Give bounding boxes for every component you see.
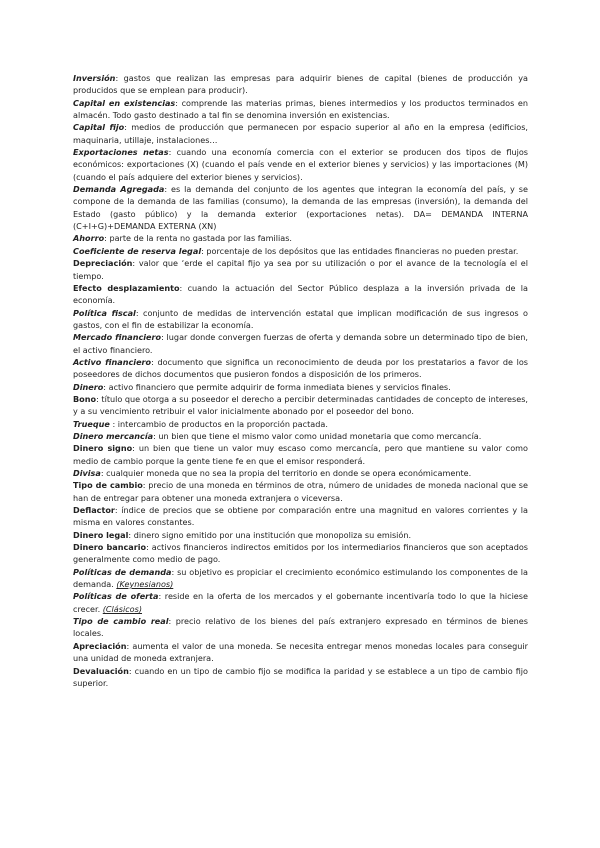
glossary-definition: cuando la actuación del Sector Público desplaza a la inversión privada de la economía. [73, 282, 529, 306]
glossary-reference: (Keynesianos) [116, 579, 174, 590]
glossary-entry [73, 72, 528, 97]
glossary-separator: : [103, 381, 107, 392]
glossary-definition: porcentaje de los depósitos que las entidades financieras no pueden prestar. [203, 245, 519, 256]
glossary-entry [73, 257, 528, 282]
glossary-term: Demanda Agregada [73, 184, 165, 195]
glossary-definition: precio de una moneda en términos de otra, número de unidades de moneda nacional que se han de entregar para obtener una moneda extranjera o viceversa. [73, 480, 529, 503]
glossary-definition: índice de precios que se obtiene por comparación entre una magnitud en valores corrientes y la misma en valores constantes. [73, 505, 528, 528]
glossary-term: Tipo de cambio real [73, 616, 169, 627]
glossary-term: Trueque [73, 418, 110, 429]
glossary-entry [73, 541, 528, 566]
glossary-entry [73, 282, 528, 307]
glossary-definition: cuando en un tipo de cambio fijo se modifica la paridad y se establece a un tipo de cambio fijo superior. [73, 665, 528, 688]
glossary-separator: : [161, 332, 164, 343]
glossary-separator: : [171, 566, 175, 577]
glossary-separator: : [128, 665, 132, 676]
glossary-separator: : [142, 480, 146, 491]
glossary-definition: activos financieros indirectos emitidos por los intermediarios financieros que son aceptados generalmente como medio de pago. [73, 542, 529, 565]
glossary-definition: parte de la renta no gastada por las familias. [106, 233, 292, 244]
glossary-definition: valor que ‘erde el capital fijo ya sea por su utilización o por el avance de la tecnología el el tiempo. [73, 258, 528, 281]
glossary-term: Dinero signo [73, 443, 133, 454]
glossary-term: Políticas de demanda [73, 566, 172, 577]
glossary-separator: : [114, 505, 118, 516]
glossary-definition: comprende las materias primas, bienes intermedios y los productos terminados en almacén. Todo gasto destinado a tal fin se denomina inversión en existencias. [73, 97, 528, 121]
glossary-separator: : [109, 418, 116, 429]
glossary-separator: : [115, 73, 119, 83]
glossary-term: Apreciación [73, 640, 127, 651]
glossary-definition: lugar donde convergen fuerzas de oferta y demanda sobre un determinado tipo de bien, el activo financiero. [73, 332, 528, 355]
glossary-term: Exportaciones netas [73, 147, 169, 158]
glossary-separator: : [168, 147, 172, 158]
glossary-definition: su objetivo es propiciar el crecimiento económico estimulando los componentes de la demanda. [73, 566, 528, 590]
glossary-entry [73, 232, 528, 244]
glossary-term: Coeficiente de reserva legal [73, 245, 202, 256]
glossary-term: Políticas de oferta [73, 591, 159, 602]
glossary-term: Política fiscal [73, 307, 136, 318]
glossary-term: Deflactor [73, 505, 115, 516]
glossary-definition: activo financiero que permite adquirir de forma inmediata bienes y servicios finales. [106, 381, 451, 392]
glossary-separator: : [132, 443, 135, 454]
glossary-term: Efecto desplazamiento [73, 282, 180, 293]
glossary-term: Dinero [73, 381, 104, 392]
glossary-definition: medios de producción que permanecen por espacio superior al año en la empresa (edificios, maquinaria, utillaje, instalaciones… [73, 122, 528, 145]
glossary-separator: : [124, 122, 127, 133]
glossary-entry [73, 307, 528, 332]
glossary-term: Divisa [73, 468, 101, 478]
glossary-definition: documento que significa un reconocimiento de deuda por los prestatarios a favor de los poseedores de dichos documentos que pusieron fondos a disposición de los primeros. [73, 356, 528, 380]
glossary-separator: : [135, 307, 139, 318]
glossary-definition: dinero signo emitido por una institución que monopoliza su emisión. [131, 529, 412, 540]
glossary-definition: cualquier moneda que no sea la propia del territorio en donde se opera económicamente. [103, 468, 472, 478]
glossary-entry [73, 665, 528, 690]
glossary-separator: : [175, 97, 178, 108]
glossary-definition: reside en la oferta de los mercados y el gobernante incentivaría todo lo que la hiciese crecer. [73, 591, 528, 614]
glossary-entry [73, 381, 528, 393]
glossary-definition: un bien que tiene el mismo valor como unidad monetaria que como mercancía. [155, 430, 482, 441]
glossary-entry [73, 146, 528, 183]
glossary-entry [73, 479, 528, 504]
glossary-entry [73, 356, 528, 381]
glossary-separator: : [128, 529, 132, 540]
glossary-separator: : [201, 245, 204, 256]
glossary-entry [73, 566, 528, 591]
glossary-entry [73, 615, 528, 640]
glossary-entry [73, 590, 528, 615]
glossary-definition: gastos que realizan las empresas para adquirir bienes de capital (bienes de producción ya producidos que se emplean para producir). [73, 73, 528, 96]
glossary-reference: (Clásicos) [102, 603, 143, 614]
glossary-entry [73, 640, 528, 665]
glossary-separator: : [96, 393, 99, 404]
glossary-entry [73, 331, 528, 356]
glossary-term: Dinero bancario [73, 542, 147, 553]
glossary-term: Bono [73, 393, 97, 404]
glossary-entry [73, 430, 528, 442]
glossary-entry [73, 442, 528, 467]
glossary-term: Capital en existencias [73, 97, 176, 108]
glossary-separator: : [153, 430, 156, 441]
glossary-list [73, 72, 528, 689]
glossary-entry [73, 467, 528, 479]
glossary-separator: : [146, 542, 149, 553]
glossary-entry [73, 121, 528, 146]
glossary-separator: : [164, 184, 168, 195]
glossary-entry [73, 418, 528, 430]
glossary-definition: un bien que tiene un valor muy escaso como mercancía, pero que mantiene su valor como medio de cambio porque la gente tiene fe en que el emisor responderá. [73, 443, 528, 466]
glossary-term: Dinero mercancía [73, 430, 154, 441]
glossary-term: Devaluación [73, 665, 129, 676]
glossary-separator: : [132, 258, 136, 269]
glossary-separator: : [151, 356, 154, 367]
glossary-entry [73, 504, 528, 529]
glossary-definition: conjunto de medidas de intervención estatal que implican modificación de sus ingresos o gastos, con el fin de estabilizar la economía. [73, 307, 529, 330]
glossary-separator: : [104, 233, 107, 244]
glossary-definition: precio relativo de los bienes del país extranjero expresado en términos de bienes locales. [73, 616, 528, 639]
glossary-entry [73, 183, 528, 232]
glossary-term: Capital fijo [73, 122, 125, 133]
glossary-term: Tipo de cambio [73, 480, 143, 491]
glossary-entry [73, 97, 528, 122]
glossary-term: Inversión [73, 73, 116, 83]
glossary-definition: título que otorga a su poseedor el derecho a percibir determinadas cantidades de concepto de intereses, y a su vencimiento retribuir el valor inicialmente abonado por el poseedor del bono. [73, 393, 528, 417]
glossary-separator: : [158, 591, 162, 602]
glossary-term: Depreciación [73, 258, 133, 269]
glossary-term: Dinero legal [73, 529, 129, 540]
glossary-separator: : [179, 282, 183, 293]
glossary-entry [73, 529, 528, 541]
glossary-separator: : [126, 640, 130, 651]
glossary-term: Mercado financiero [73, 332, 162, 343]
glossary-definition: intercambio de productos en la proporción pactada. [115, 418, 328, 429]
glossary-definition: es la demanda del conjunto de los agentes que integran la economía del país, y se compone de la demanda de las familias (consumo), la demanda de las empresas (inversión), la demanda del Estado (gasto público) y la demanda exterior (exportaciones netas). DA= DEMANDA INTERNA (C+I+G)+DEMANDA EXTERNA (XN) [73, 184, 528, 232]
glossary-term: Ahorro [73, 233, 105, 244]
glossary-separator: : [100, 468, 104, 478]
glossary-definition: aumenta el valor de una moneda. Se necesita entregar menos monedas locales para conseguir una unidad de moneda extranjera. [73, 640, 528, 664]
glossary-separator: : [168, 616, 172, 627]
glossary-definition: cuando una economía comercia con el exterior se producen dos tipos de flujos económicos: exportaciones (X) (cuando el país vende en el exterior bienes y servicios) y las importaciones (M) (cuando el país adquiere del exterior bienes y servicios). [73, 147, 528, 182]
glossary-term: Activo financiero [73, 356, 152, 367]
glossary-entry [73, 245, 528, 257]
glossary-entry [73, 393, 528, 418]
